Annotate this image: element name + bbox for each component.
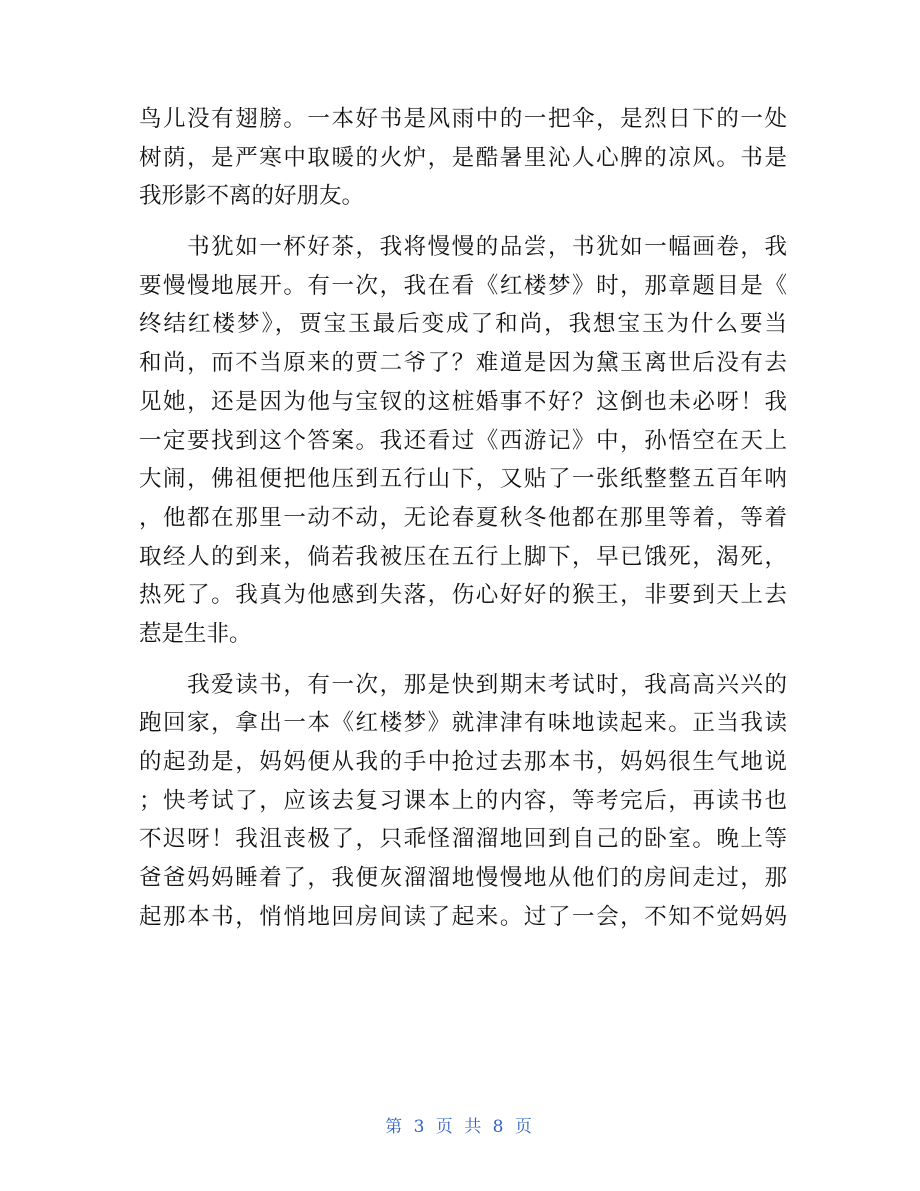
text-line: 要慢慢地展开。有一次，我在看《红楼梦》时，那章题目是《 <box>139 272 787 299</box>
text-line: 爸爸妈妈睡着了，我便灰溜溜地慢慢地从他们的房间走过，那 <box>139 865 787 892</box>
text-line: 树荫，是严寒中取暖的火炉，是酷暑里沁人心脾的凉风。书是 <box>139 144 787 171</box>
text-line: 见她，还是因为他与宝钗的这桩婚事不好？这倒也未必呀！我 <box>139 388 787 415</box>
text-line: 一定要找到这个答案。我还看过《西游记》中，孙悟空在天上 <box>139 427 787 454</box>
paragraph-3 <box>139 666 787 937</box>
text-line: 的起劲是，妈妈便从我的手中抢过去那本书，妈妈很生气地说 <box>139 749 787 775</box>
body-text <box>139 100 787 936</box>
text-line: 和尚，而不当原来的贾二爷了？难道是因为黛玉离世后没有去 <box>139 350 787 377</box>
paragraph-2 <box>139 228 787 654</box>
text-line: 不迟呀！我沮丧极了，只乖怪溜溜地回到自己的卧室。晚上等 <box>139 826 787 853</box>
text-line: 起那本书，悄悄地回房间读了起来。过了一会，不知不觉妈妈 <box>139 903 787 930</box>
text-line: 我形影不离的好朋友。 <box>139 183 365 210</box>
text-line: 我爱读书，有一次，那是快到期末考试时，我高高兴兴的 <box>139 671 787 698</box>
text-line: 终结红楼梦》，贾宝玉最后变成了和尚，我想宝玉为什么要当 <box>139 311 787 338</box>
text-line: 大闹，佛祖便把他压到五行山下，又贴了一张纸整整五百年呐 <box>139 466 787 493</box>
text-line: 跑回家，拿出一本《红楼梦》就津津有味地读起来。正当我读 <box>139 710 787 737</box>
page-number-footer: 第 3 页 共 8 页 <box>385 1117 535 1137</box>
text-line: ，他都在那里一动不动，无论春夏秋冬他都在那里等着，等着 <box>139 504 787 531</box>
text-line: ；快考试了，应该去复习课本上的内容，等考完后，再读书也 <box>139 787 787 814</box>
text-line: 取经人的到来，倘若我被压在五行上脚下，早已饿死，渴死， <box>139 543 787 570</box>
text-line: 书犹如一杯好茶，我将慢慢的品尝，书犹如一幅画卷，我 <box>139 234 787 261</box>
text-line: 惹是生非。 <box>139 620 252 647</box>
text-line: 鸟儿没有翅膀。一本好书是风雨中的一把伞，是烈日下的一处 <box>139 106 787 132</box>
text-line: 热死了。我真为他感到失落，伤心好好的猴王，非要到天上去 <box>139 582 787 609</box>
paragraph-spacer <box>139 216 787 228</box>
paragraph-1 <box>139 100 787 216</box>
paragraph-spacer <box>139 654 787 666</box>
